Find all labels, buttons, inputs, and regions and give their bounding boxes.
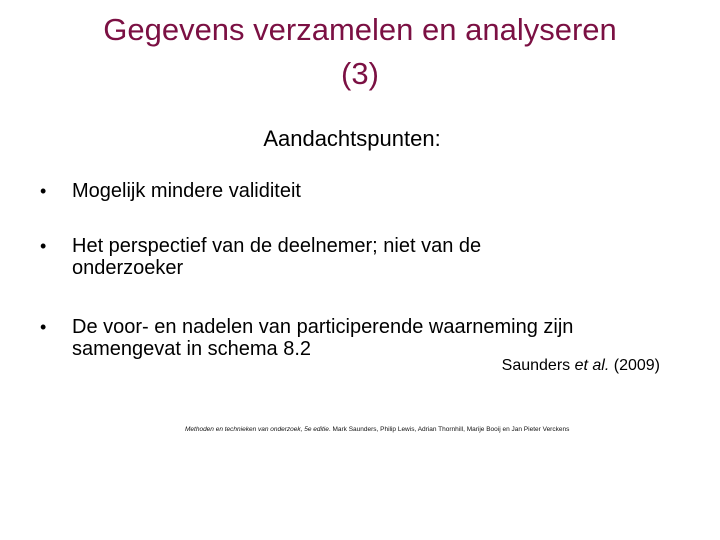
bullet-text: Mogelijk mindere validiteit (72, 180, 301, 202)
citation-etal: et al. (574, 357, 610, 374)
bullet-marker: • (40, 317, 47, 337)
footer-authors: . Mark Saunders, Philip Lewis, Adrian Thornhill, Marije Booij en Jan Pieter Verckens (328, 426, 570, 433)
bullet-item (40, 316, 680, 360)
bullet-text-line-2: samengevat in schema 8.2 (72, 338, 312, 360)
slide-title-line-1: Gegevens verzamelen en analyseren (103, 12, 617, 47)
citation-author: Saunders (501, 357, 571, 374)
bullet-text-line-1: De voor- en nadelen van participerende waarneming zijn (72, 316, 574, 338)
bullet-marker: • (40, 181, 47, 201)
citation (502, 355, 660, 377)
bullet-text-line-1: Het perspectief van de deelnemer; niet van de (72, 235, 482, 257)
footer-reference (185, 425, 675, 434)
subheading: Aandachtspunten: (263, 126, 441, 151)
bullet-item (40, 180, 680, 202)
bullet-item (40, 235, 680, 279)
citation-year: (2009) (613, 357, 660, 374)
footer-book-title: Methoden en technieken van onderzoek, 5e editie (185, 426, 329, 433)
slide-title (40, 8, 680, 96)
bullet-text-line-2: onderzoeker (72, 257, 184, 279)
bullet-marker: • (40, 236, 47, 256)
bullet-list (40, 180, 680, 360)
slide-title-line-2: (3) (341, 56, 379, 91)
